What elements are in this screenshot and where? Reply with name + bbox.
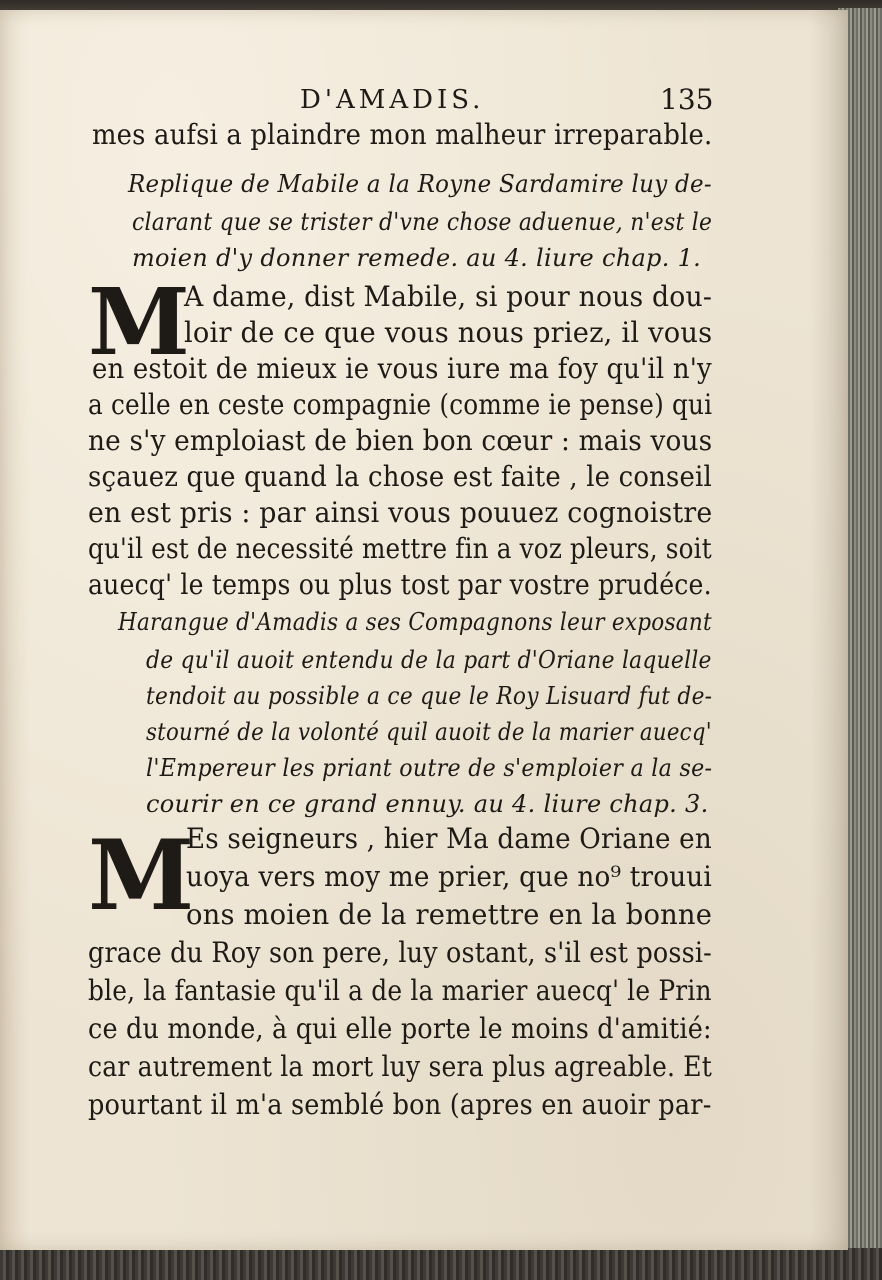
paragraph-2-line: Es seigneurs , hier Ma dame Oriane en <box>186 822 712 855</box>
paragraph-2-line: ce du monde, à qui elle porte le moins d'amitié: <box>88 1012 712 1045</box>
heading-2-line: Harangue d'Amadis a ses Compagnons leur exposant <box>118 608 712 636</box>
paragraph-1-line: en estoit de mieux ie vous iure ma foy qu'il n'y <box>92 352 712 385</box>
paragraph-1-line: ne s'y emploiast de bien bon cœur : mais vous <box>88 424 713 457</box>
paragraph-2-line: uoya vers moy me prier, que no⁹ trouui <box>186 860 712 893</box>
heading-2-line: de qu'il auoit entendu de la part d'Oriane laquelle <box>146 646 712 674</box>
heading-2-line: courir en ce grand ennuy. au 4. liure chap. 3. <box>146 790 709 818</box>
paragraph-1-line: sçauez que quand la chose est faite , le conseil <box>88 460 712 493</box>
paragraph-1-line: a celle en ceste compagnie (comme ie pense) qui <box>88 388 713 421</box>
heading-2-line: l'Empereur les priant outre de s'emploier a la se- <box>146 754 713 782</box>
paragraph-1-line: A dame, dist Mabile, si pour nous dou- <box>184 280 713 313</box>
paragraph-2-line: ons moien de la remettre en la bonne <box>186 898 713 931</box>
paragraph-1-line: qu'il est de necessité mettre fin a voz pleurs, soit <box>88 532 712 565</box>
heading-2-line: tendoit au possible a ce que le Roy Lisuard fut de- <box>146 682 713 710</box>
running-header: D'AMADIS. <box>300 85 485 115</box>
drop-cap: M <box>88 268 190 376</box>
page-number: 135 <box>660 83 714 116</box>
paragraph-2-line: grace du Roy son pere, luy ostant, s'il est possi- <box>88 936 712 969</box>
paragraph-2-line: pourtant il m'a semblé bon (apres en auoir par- <box>88 1088 712 1121</box>
paragraph-2-line: ble, la fantasie qu'il a de la marier auecq' le Prin <box>88 974 712 1007</box>
heading-1-line: moien d'y donner remede. au 4. liure chap. 1. <box>132 244 702 272</box>
heading-2-line: stourné de la volonté quil auoit de la marier auecq' <box>146 718 712 746</box>
paragraph-1-line: en est pris : par ainsi vous pouuez cognoistre <box>88 496 713 529</box>
continued-line: mes aufsi a plaindre mon malheur irreparable. <box>92 118 713 151</box>
drop-cap: M <box>88 819 195 932</box>
heading-1-line: Replique de Mabile a la Royne Sardamire luy de- <box>128 170 712 198</box>
paragraph-1-line: loir de ce que vous nous priez, il vous <box>184 316 713 349</box>
book-binding-bottom <box>0 1248 882 1280</box>
paragraph-1-line: auecq' le temps ou plus tost par vostre prudéce. <box>88 568 712 601</box>
heading-1-line: clarant que se trister d'vne chose aduenue, n'est le <box>132 208 713 236</box>
paragraph-2-line: car autrement la mort luy sera plus agreable. Et <box>88 1050 713 1083</box>
book-page <box>0 10 848 1250</box>
